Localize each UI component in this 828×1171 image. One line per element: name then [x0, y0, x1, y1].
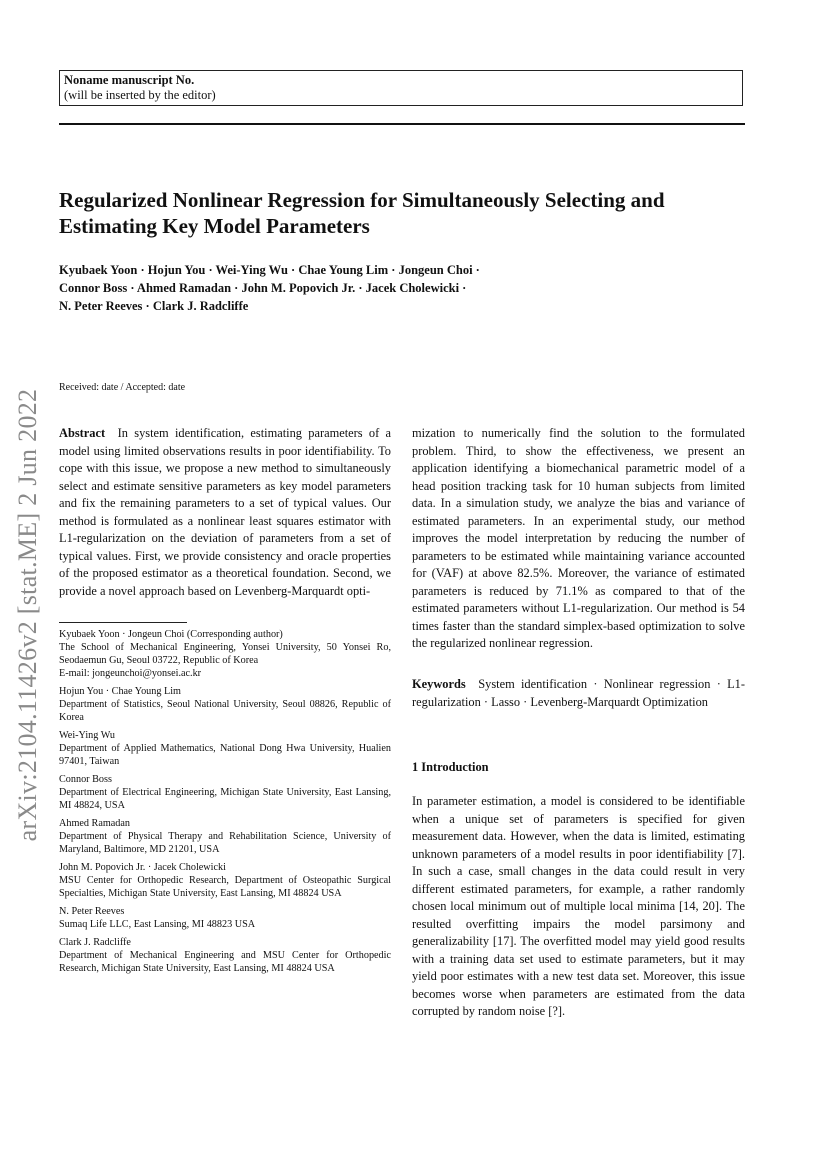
affiliation-names: Ahmed Ramadan	[59, 818, 131, 829]
affiliation-names: Kyubaek Yoon · Jongeun Choi (Corresponding author)	[59, 629, 283, 640]
editor-note: (will be inserted by the editor)	[64, 88, 216, 102]
affiliation-address: The School of Mechanical Engineering, Yonsei University, 50 Yonsei Ro, Seodaemun Gu, Seoul 03722, Republic of Korea	[59, 642, 391, 666]
received-date: Received: date / Accepted: date	[59, 382, 186, 393]
abstract-text: In system identification, estimating parameters of a model using limited observations results in poor identifiability. To cope with this issue, we propose a new method to simultaneously select and estimate sensitive parameters as key model parameters and fix the remaining parameters to a set of typical values. Our method is formulated as a nonlinear least squares estimator with L1-regularization on the deviation of parameters from a set of typical values. First, we provide consistency and oracle properties of the proposed estimator as a theoretical foundation. Second, we provide a novel approach based on Levenberg-Marquardt opti-	[59, 426, 391, 598]
author-line: N. Peter Reeves · Clark J. Radcliffe	[59, 299, 249, 313]
affiliation-names: Connor Boss	[59, 774, 112, 785]
affiliation-address: Sumaq Life LLC, East Lansing, MI 48823 USA	[59, 919, 256, 930]
author-line: Kyubaek Yoon · Hojun You · Wei-Ying Wu · Chae Young Lim · Jongeun Choi ·	[59, 263, 480, 277]
author-line: Connor Boss · Ahmed Ramadan · John M. Popovich Jr. · Jacek Cholewicki ·	[59, 281, 467, 295]
affiliation-names: Clark J. Radcliffe	[59, 937, 131, 948]
affiliation-block	[59, 773, 391, 812]
keywords	[412, 676, 745, 711]
affiliation-block	[59, 817, 391, 856]
affiliation-block	[59, 905, 391, 931]
author-list	[59, 261, 749, 315]
abstract	[59, 425, 391, 600]
editor-box	[59, 70, 743, 106]
affiliation-block	[59, 729, 391, 768]
affiliation-address: Department of Applied Mathematics, National Dong Hwa University, Hualien 97401, Taiwan	[59, 743, 391, 767]
abstract-continued	[412, 425, 745, 653]
affiliation-block	[59, 861, 391, 900]
affiliation-address: Department of Statistics, Seoul National University, Seoul 08826, Republic of Korea	[59, 699, 391, 723]
affiliation-names: Wei-Ying Wu	[59, 730, 116, 741]
affiliation-block	[59, 628, 391, 680]
section-heading-introduction: 1 Introduction	[412, 760, 489, 774]
affiliation-block	[59, 936, 391, 975]
keywords-label: Keywords	[412, 677, 466, 691]
affiliation-names: Hojun You · Chae Young Lim	[59, 686, 181, 697]
keywords-text: System identification · Nonlinear regression · L1-regularization · Lasso · Levenberg-Marquardt Optimization	[412, 677, 745, 709]
arxiv-stamp	[6, 370, 50, 860]
paper-title: Regularized Nonlinear Regression for Simultaneously Selecting and Estimating Key Model Parameters	[59, 188, 665, 238]
affiliation-names: N. Peter Reeves	[59, 906, 125, 917]
manuscript-number: Noname manuscript No.	[64, 73, 195, 87]
affiliation-names: John M. Popovich Jr. · Jacek Cholewicki	[59, 862, 226, 873]
affiliation-address: Department of Mechanical Engineering and MSU Center for Orthopedic Research, Michigan State University, East Lansing, MI 48824 USA	[59, 950, 391, 974]
affiliations	[59, 628, 391, 980]
affiliation-address: MSU Center for Orthopedic Research, Department of Osteopathic Surgical Specialties, Michigan State University, East Lansing, MI 48824 USA	[59, 875, 391, 899]
affiliation-address: Department of Electrical Engineering, Michigan State University, East Lansing, MI 48824, USA	[59, 787, 391, 811]
affiliation-address: Department of Physical Therapy and Rehabilitation Science, University of Maryland, Baltimore, MD 21201, USA	[59, 831, 391, 855]
contact-email: E-mail: jongeunchoi@yonsei.ac.kr	[59, 668, 202, 679]
abstract-text-continued: mization to numerically find the solution to the formulated problem. Third, to show the effectiveness, we present an application identifying a biomechanical parametric model of a head position tracking task for 10 human subjects from limited data. In a simulation study, we analyze the bias and variance of estimated parameters. In an experimental study, our method improves the model interpretation by reducing the number of parameters to be estimated while maintaining variance accounted for (VAF) at above 82.5%. Moreover, the variance of estimated parameters is reduced by 71.1% as compared to that of the estimated parameters without L1-regularization. Our method is 54 times faster than the standard simplex-based optimization to solve the regularized nonlinear regression.	[412, 426, 745, 650]
arxiv-id: arXiv:2104.11426v2 [stat.ME] 2 Jun 2022	[13, 388, 42, 842]
footnote-rule	[59, 622, 187, 623]
header-rule	[59, 123, 745, 125]
affiliation-block	[59, 685, 391, 724]
abstract-label: Abstract	[59, 426, 106, 440]
introduction-paragraph: In parameter estimation, a model is considered to be identifiable when a unique set of parameters is specified for given measurement data. However, when the data is limited, estimating unknown parameters of a model results in poor identifiability [7]. In such a case, small changes in the data could result in very different estimated parameters, for example, a rather randomly chosen local minimum out of multiple local minima [14, 20]. The resulted overfitting impairs the model parsimony and generalizability [17]. The overfitted model may yield good results with a training data set used to estimate parameters, but it may yield poor estimates with a new test data set. Moreover, this issue becomes worse when parameters are estimated from the data corrupted by random noise [?].	[412, 794, 745, 1018]
